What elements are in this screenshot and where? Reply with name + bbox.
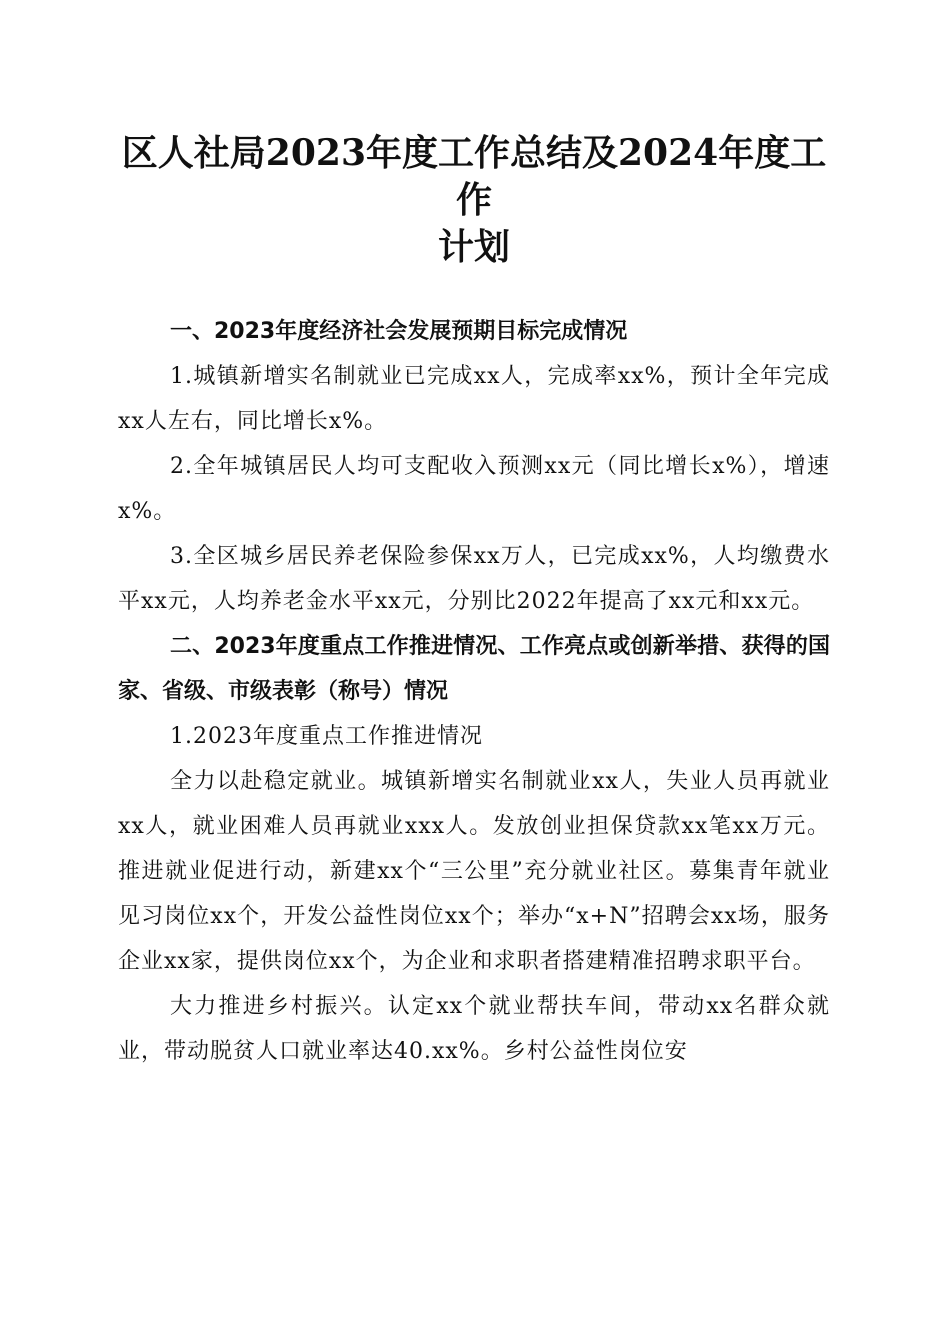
- section-2-subheading: 1.2023年度重点工作推进情况: [170, 724, 483, 749]
- section-2-heading: 二、2023年度重点工作推进情况、工作亮点或创新举措、获得的国家、省级、市级表彰（称号）情况: [118, 634, 830, 704]
- section-2-paragraph-1: 全力以赴稳定就业。城镇新增实名制就业xx人，失业人员再就业xx人，就业困难人员再就业xxx人。发放创业担保贷款xx笔xx万元。推进就业促进行动，新建xx个“三公里”充分就业社区。募集青年就业见习岗位xx个，开发公益性岗位xx个；举办“x+N”招聘会xx场，服务企业xx家，提供岗位xx个，为企业和求职者搭建精准招聘求职平台。: [118, 769, 830, 974]
- title-line-1: 区人社局2023年度工作总结及2024年度工作: [121, 132, 827, 221]
- section-1-heading: 一、2023年度经济社会发展预期目标完成情况: [170, 319, 628, 344]
- document-page: [118, 130, 830, 1074]
- section-1-item-2: 2.全年城镇居民人均可支配收入预测xx元（同比增长x%），增速x%。: [118, 454, 830, 524]
- section-2-paragraph-2: 大力推进乡村振兴。认定xx个就业帮扶车间，带动xx名群众就业，带动脱贫人口就业率达40.xx%。乡村公益性岗位安: [118, 994, 830, 1064]
- document-title: [118, 130, 830, 271]
- title-line-2: 计划: [437, 226, 510, 268]
- section-1-item-3: 3.全区城乡居民养老保险参保xx万人，已完成xx%，人均缴费水平xx元，人均养老金水平xx元，分别比2022年提高了xx元和xx元。: [118, 544, 830, 614]
- section-1-item-1: 1.城镇新增实名制就业已完成xx人，完成率xx%，预计全年完成xx人左右，同比增长x%。: [118, 364, 830, 434]
